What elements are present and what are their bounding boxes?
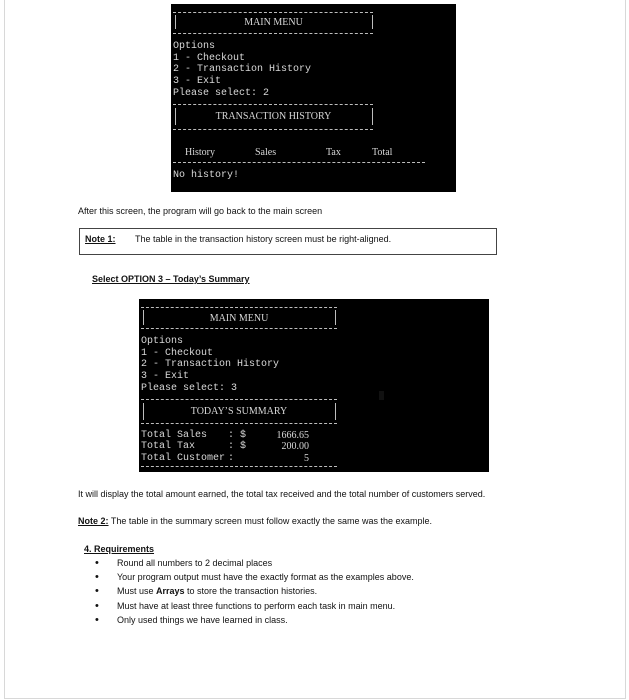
note-1-label: Note 1: (85, 234, 116, 244)
option-exit: 3 - Exit (141, 371, 190, 382)
summary-sep-sales: : $ (228, 430, 247, 441)
paragraph-after-screen: After this screen, the program will go back to the main screen (78, 206, 323, 216)
note-1-box (79, 228, 497, 255)
column-sales: Sales (255, 147, 277, 158)
list-item: • Your program output must have the exactly format as the examples above. (95, 570, 414, 584)
border-bar (372, 15, 373, 29)
list-item: • Must have at least three functions to perform each task in main menu. (95, 599, 414, 613)
dashed-rule (173, 12, 373, 13)
option-checkout: 1 - Checkout (141, 348, 214, 359)
summary-label-tax: Total Tax (141, 441, 196, 452)
column-tax: Tax (326, 147, 341, 158)
select-prompt: Please select: 2 (173, 88, 270, 99)
list-item: • Only used things we have learned in class. (95, 613, 414, 627)
console-screenshot-todays-summary (139, 299, 489, 472)
menu-title: MAIN MENU (209, 313, 269, 324)
option-checkout: 1 - Checkout (173, 53, 246, 64)
option-exit: 3 - Exit (173, 76, 222, 87)
select-prompt: Please select: 3 (141, 383, 238, 394)
paragraph-summary-description: It will display the total amount earned, the total tax received and the total number of customers served. (78, 489, 486, 499)
border-bar (372, 108, 373, 125)
dashed-rule (141, 423, 337, 424)
note-2-label: Note 2: (78, 516, 109, 526)
section-title: TODAY’S SUMMARY (190, 406, 288, 417)
summary-label-customer: Total Customer (141, 453, 226, 464)
text-cursor-icon (379, 391, 384, 400)
border-bar (335, 310, 336, 325)
summary-value-customer: 5 (304, 453, 309, 464)
summary-value-tax: 200.00 (281, 441, 309, 452)
requirements-heading: 4. Requirements (84, 544, 155, 554)
note-2 (78, 516, 432, 526)
summary-sep-customer: : (228, 453, 235, 464)
dashed-rule (141, 466, 337, 467)
options-label: Options (173, 41, 216, 52)
option-transaction-history: 2 - Transaction History (141, 359, 280, 370)
no-history-message: No history! (173, 170, 240, 181)
dashed-rule (173, 129, 373, 130)
option-3-heading: Select OPTION 3 – Today’s Summary (92, 274, 250, 284)
dashed-rule (141, 307, 337, 308)
dashed-rule (173, 33, 373, 34)
console-screenshot-transaction-history (171, 4, 456, 192)
note-1-text: The table in the transaction history screen must be right-aligned. (135, 234, 392, 244)
section-title: TRANSACTION HISTORY (215, 111, 332, 122)
summary-sep-tax: : $ (228, 441, 247, 452)
dashed-rule (173, 104, 373, 105)
dashed-rule (141, 328, 337, 329)
summary-label-sales: Total Sales (141, 430, 208, 441)
list-item: • Round all numbers to 2 decimal places (95, 556, 414, 570)
list-item: • Must use Arrays to store the transaction histories. (95, 584, 414, 598)
note-2-text: The table in the summary screen must follow exactly the same was the example. (110, 516, 432, 526)
menu-title: MAIN MENU (244, 17, 303, 28)
option-transaction-history: 2 - Transaction History (173, 64, 312, 75)
column-history: History (185, 147, 215, 158)
summary-value-sales: 1666.65 (276, 430, 309, 441)
options-label: Options (141, 336, 184, 347)
dashed-rule (141, 399, 337, 400)
border-bar (335, 403, 336, 420)
column-total: Total (372, 147, 393, 158)
requirements-list (95, 556, 414, 627)
dashed-rule (173, 162, 425, 163)
